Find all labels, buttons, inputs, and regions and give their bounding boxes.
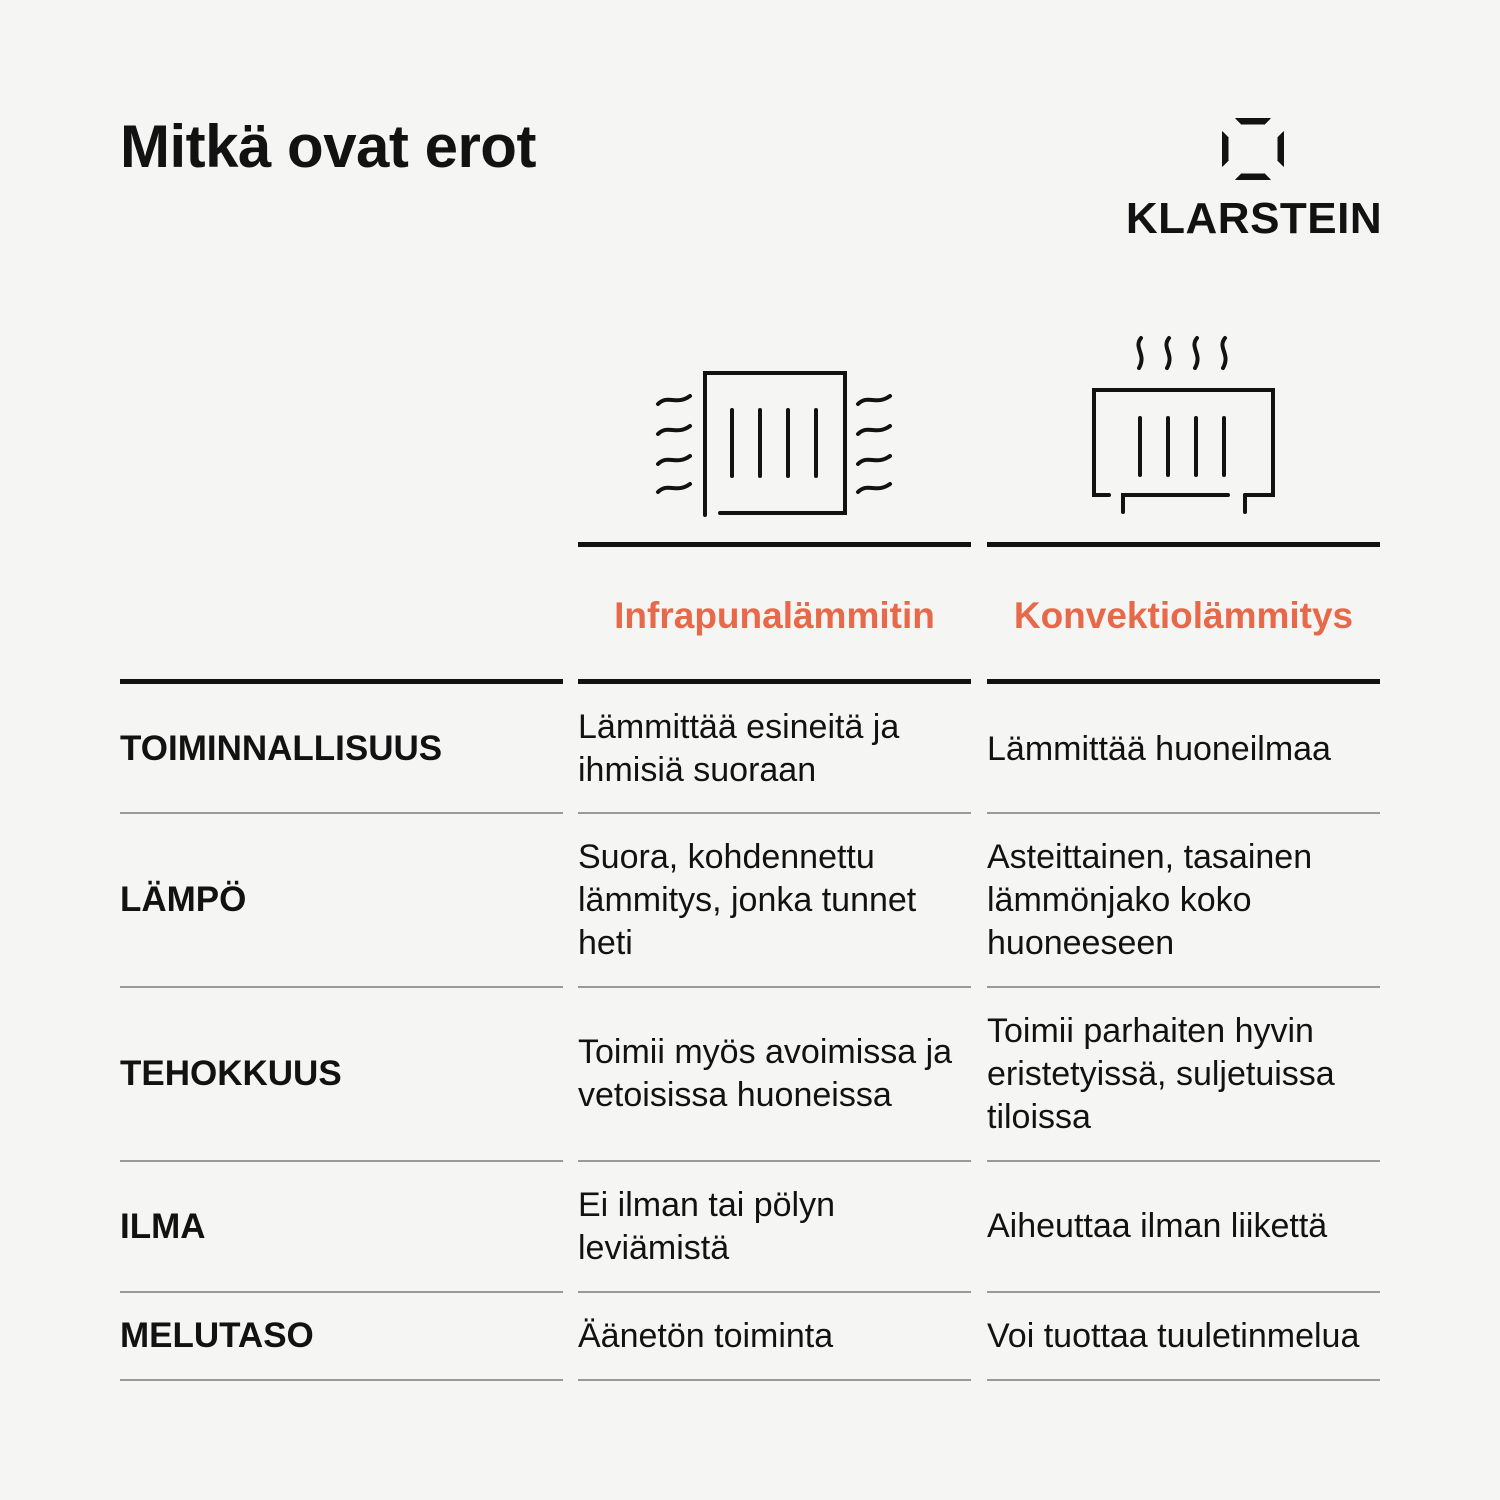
header-bottom-rule [578, 679, 971, 684]
table-cell-infrared: Lämmittää esineitä ja ihmisiä suoraan [578, 708, 900, 789]
table-cell-infrared: Suora, kohdennettu lämmitys, jonka tunnet heti [578, 837, 917, 962]
header-bottom-rule [120, 679, 563, 684]
header-bottom-rule [987, 679, 1380, 684]
row-label-functionality: TOIMINNALLISUUS [120, 729, 443, 768]
table-cell-convection: Aiheuttaa ilman liikettä [987, 1207, 1328, 1245]
row-label-efficiency: TEHOKKUUS [120, 1054, 342, 1093]
column-header-convection: Konvektiolämmitys [1013, 595, 1354, 636]
row-divider [120, 1379, 563, 1381]
row-label-air: ILMA [120, 1206, 206, 1246]
column-header-infrared: Infrapunalämmitin [614, 595, 935, 636]
infrared-heater-icon [650, 360, 900, 525]
table-cell-infrared: Ei ilman tai pölyn leviämistä [578, 1185, 836, 1267]
klarstein-logo-icon [1222, 118, 1284, 180]
table-cell-convection: Lämmittää huoneilmaa [987, 729, 1331, 768]
brand-name: KLARSTEIN [1125, 194, 1383, 243]
table-cell-convection: Asteittainen, tasainen lämmönjako koko huoneeseen [987, 837, 1313, 962]
row-label-noise: MELUTASO [120, 1316, 314, 1355]
page-title: Mitkä ovat erot [120, 113, 536, 180]
table-cell-convection: Voi tuottaa tuuletinmelua [987, 1316, 1360, 1355]
column-top-rule [987, 542, 1380, 547]
convection-heater-icon [1085, 330, 1285, 525]
table-cell-convection: Toimii parhaiten hyvin eristetyissä, suljetuissa tiloissa [987, 1011, 1335, 1136]
table-cell-infrared: Äänetön toiminta [578, 1316, 834, 1355]
row-label-heat: LÄMPÖ [120, 880, 247, 919]
row-divider [987, 1379, 1380, 1381]
table-cell-infrared: Toimii myös avoimissa ja vetoisissa huoneissa [578, 1033, 953, 1114]
column-top-rule [578, 542, 971, 547]
row-divider [578, 1379, 971, 1381]
